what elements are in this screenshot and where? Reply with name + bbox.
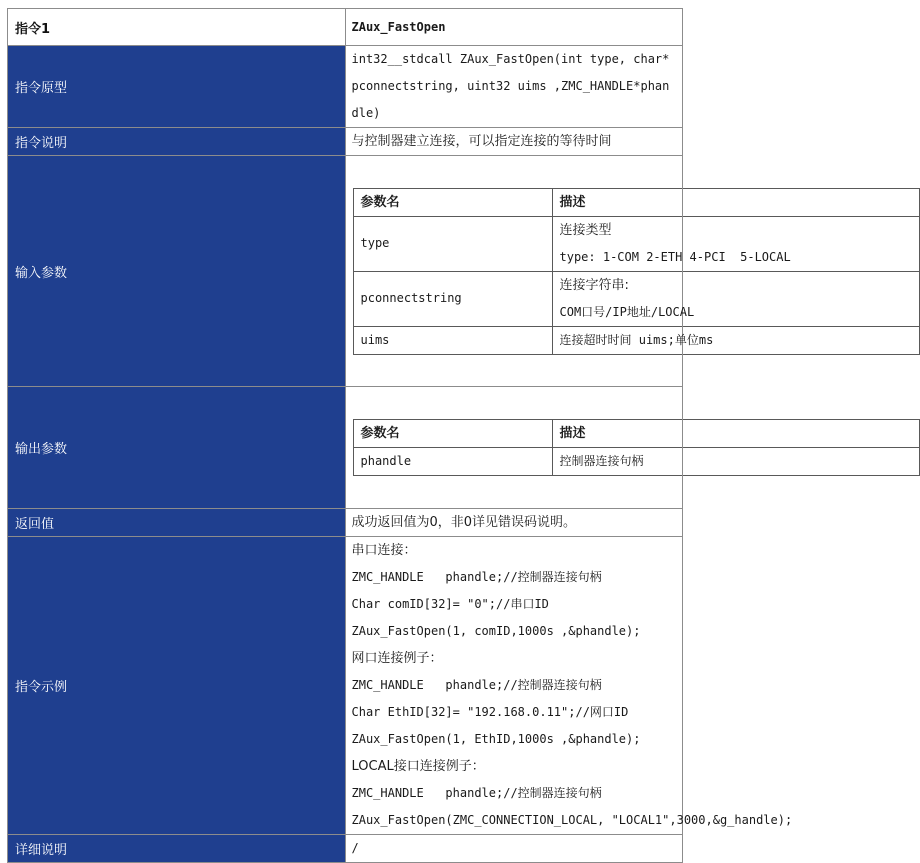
param-desc-line: COM口号/IP地址/LOCAL	[559, 304, 695, 319]
example-line: Char EthID[32]= "192.168.0.11";//网口ID	[351, 705, 629, 719]
row-output-params	[8, 387, 683, 509]
return-label: 返回值	[8, 509, 346, 537]
param-desc: 连接超时时间 uims;单位ms	[552, 326, 919, 354]
input-params-cell	[345, 156, 791, 387]
row-description	[8, 128, 683, 156]
row-input-params	[8, 156, 683, 387]
output-header-name: 参数名	[353, 420, 552, 448]
input-header-row	[353, 188, 919, 216]
table-row	[353, 326, 919, 354]
command-name: ZAux_FastOpen	[345, 9, 683, 46]
table-row	[353, 271, 919, 326]
output-params-table	[353, 419, 920, 476]
output-params-label: 输出参数	[8, 387, 346, 509]
example-line: ZAux_FastOpen(1, EthID,1000s ,&phandle);	[351, 732, 641, 746]
return-value: 成功返回值为0，非0详见错误码说明。	[345, 509, 683, 537]
row-return	[8, 509, 683, 537]
input-params-label: 输入参数	[8, 156, 346, 387]
example-line: ZMC_HANDLE phandle;//控制器连接句柄	[351, 786, 602, 800]
param-desc	[552, 271, 919, 326]
param-name: pconnectstring	[353, 271, 552, 326]
description-value: 与控制器建立连接，可以指定连接的等待时间	[345, 128, 683, 156]
detail-value: /	[345, 835, 683, 863]
output-params-cell	[345, 387, 683, 509]
example-line: ZAux_FastOpen(1, comID,1000s ,&phandle);	[351, 624, 641, 638]
param-desc-line: 连接类型	[559, 222, 612, 238]
input-header-name: 参数名	[353, 188, 552, 216]
input-header-desc: 描述	[552, 188, 919, 216]
param-name: uims	[353, 326, 552, 354]
example-line: Char comID[32]= "0";//串口ID	[351, 597, 549, 611]
param-desc	[552, 216, 919, 271]
detail-label: 详细说明	[8, 835, 346, 863]
example-label: 指令示例	[8, 537, 346, 835]
example-line: ZAux_FastOpen(ZMC_CONNECTION_LOCAL, "LOCAL1",3000,&g_handle);	[351, 813, 793, 827]
row-detail	[8, 835, 683, 863]
command-label: 指令1	[8, 9, 346, 46]
example-line: ZMC_HANDLE phandle;//控制器连接句柄	[351, 570, 602, 584]
row-command	[8, 9, 683, 46]
output-header-row	[353, 420, 919, 448]
param-name: type	[353, 216, 552, 271]
row-example	[8, 537, 683, 835]
example-line: LOCAL接口连接例子：	[351, 759, 485, 774]
table-row	[353, 216, 919, 271]
param-desc-line: 连接字符串:	[559, 277, 629, 293]
api-doc-table	[7, 8, 793, 863]
description-label: 指令说明	[8, 128, 346, 156]
prototype-label: 指令原型	[8, 46, 346, 128]
param-desc-line: type: 1-COM 2-ETH 4-PCI 5-LOCAL	[559, 249, 791, 264]
row-prototype	[8, 46, 683, 128]
example-line: ZMC_HANDLE phandle;//控制器连接句柄	[351, 678, 602, 692]
prototype-value: int32__stdcall ZAux_FastOpen(int type, char*pconnectstring, uint32 uims ,ZMC_HANDLE*phandle)	[345, 46, 683, 128]
input-params-table	[353, 188, 920, 355]
table-row	[353, 448, 919, 476]
param-desc: 控制器连接句柄	[552, 448, 919, 476]
example-line: 串口连接：	[351, 543, 417, 558]
output-header-desc: 描述	[552, 420, 919, 448]
example-line: 网口连接例子：	[351, 651, 443, 666]
param-name: phandle	[353, 448, 552, 476]
example-code	[345, 537, 793, 835]
